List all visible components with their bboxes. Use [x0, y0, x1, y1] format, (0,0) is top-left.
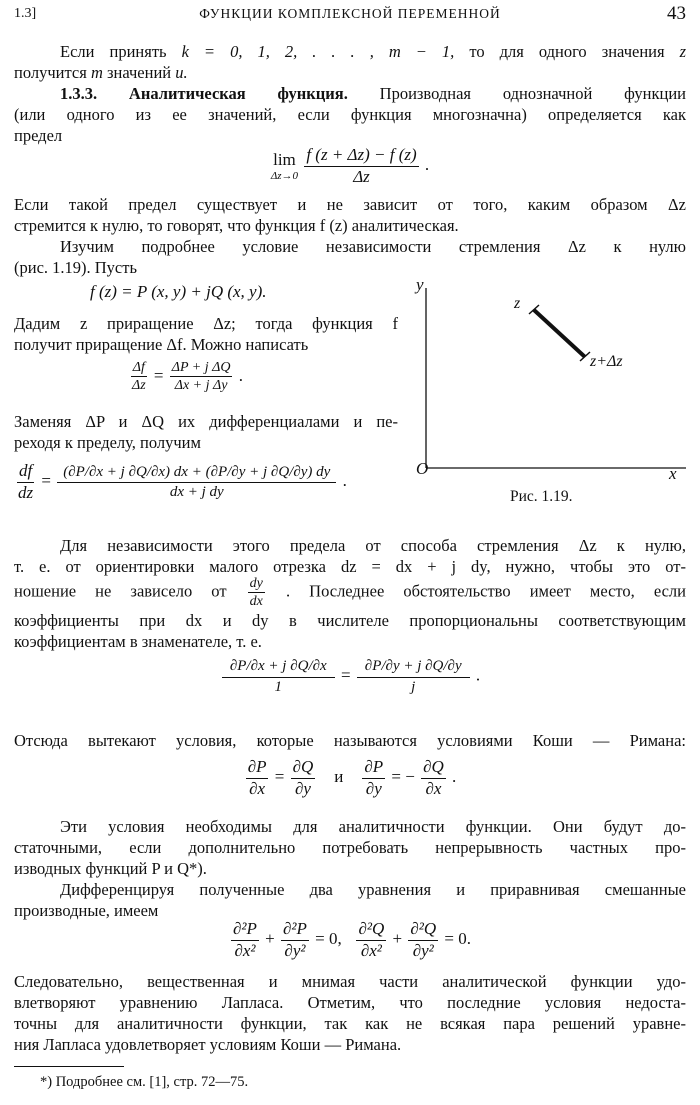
section-ref: 1.3] [14, 6, 37, 21]
p4-line1: Заменяя ΔP и ΔQ их дифференциалами и пе- [14, 412, 398, 431]
p7-line3: изводных функций P и Q*). [14, 859, 207, 878]
equation-cauchy-riemann: $\frac{\partial P}{\partial x}$ = $\frac{\partial Q}{\partial y}$ и $\frac{\partial P}{\partial y}$ = − $\frac{\partial Q}{\partial x}$ . [247, 757, 457, 798]
origin-label: O [416, 459, 429, 478]
figure-caption: Рис. 1.19. [510, 488, 573, 505]
p4-line2: реходя к пределу, получим [14, 433, 201, 452]
axis-y-label: y [416, 276, 424, 294]
p2-line2: стремится к нулю, то говорят, что функция f (z) аналитическая. [14, 216, 459, 235]
footnote-rule [14, 1066, 124, 1067]
p2-line3: Изучим подробнее условие независимости стремления Δz к нулю [60, 237, 686, 256]
p1-line1: Если принять k = 0, 1, 2, . . . , m − 1, то для одного значения z [60, 42, 687, 61]
equation-laplace: $\frac{\text{∂²P}}{\text{∂x²}}$ + $\frac{\text{∂²P}}{\text{∂y²}}$ = 0, $\frac{\text{∂²Q}}{\text{∂x²}}$ + $\frac{\text{∂²Q}}{\text{∂y²}}$ = 0. [233, 919, 471, 960]
footnote: *) Подробнее см. [1], стр. 72—75. [40, 1074, 249, 1090]
start-point-label: z [514, 295, 521, 312]
p3-line2: получит приращение Δf. Можно написать [14, 335, 309, 354]
section-line3: предел [14, 126, 63, 145]
p5-line3: ношение не зависело от $\frac{dy}{dx}$ . Последнее обстоятельство имеет место, если [14, 576, 686, 610]
p7-line2: статочными, если дополнительно потребовать непрерывность частных про- [14, 838, 686, 857]
p8-line1: Дифференцируя полученные два уравнения и приравнивая смешанные [60, 880, 686, 899]
end-point-label: z+Δz [590, 353, 623, 370]
figure-1-19 [396, 276, 690, 486]
equation-limit: lim Δz→0 $\frac{f (z + \Delta z) - f (z)}{\Delta z}$ . [270, 145, 430, 186]
p9-line3: точны для аналитичности функции, так как не всякая пара решений уравне- [14, 1014, 686, 1033]
p2-line1: Если такой предел существует и не зависит от того, каким образом Δz [14, 195, 686, 214]
p9-line1: Следовательно, вещественная и мнимая части аналитической функции удо- [14, 972, 686, 991]
page-number: 43 [667, 3, 686, 24]
dz-segment [534, 310, 585, 357]
p6: Отсюда вытекают условия, которые называются условиями Коши — Римана: [14, 731, 686, 750]
axis-x-label: x [669, 464, 677, 483]
p1-line2: получится m значений u. [14, 63, 188, 82]
section-heading: 1.3.3. Аналитическая функция. Производная однозначной функции [60, 84, 686, 103]
p5-line1: Для независимости этого предела от способа стремления Δz к нулю, [60, 536, 686, 555]
p5-line5: коэффициентам в знаменателе, т. е. [14, 632, 262, 651]
equation-proportion: $\frac{\partial P/\partial x + j \partial Q/\partial x}{1}$ = $\frac{\partial P/\partial y + j \partial Q/\partial y}{j}$ . [0, 658, 700, 695]
p5-line4: коэффициенты при dx и dy в числителе пропорциональны соответствующим [14, 611, 686, 630]
equation-f: f (z) = P (x, y) + jQ (x, y). [90, 282, 267, 301]
p3-line1: Дадим z приращение Δz; тогда функция f [14, 314, 398, 333]
p9-line4: ния Лапласа удовлетворяет условиям Коши — Римана. [14, 1035, 402, 1054]
p5-line2: т. е. от ориентировки малого отрезка dz = dx + j dy, нужно, чтобы это от- [14, 557, 686, 576]
p2-line4: (рис. 1.19). Пусть [14, 258, 137, 277]
p7-line1: Эти условия необходимы для аналитичности функции. Они будут до- [60, 817, 686, 836]
section-line2: (или одного из ее значений, если функция многозначна) определяется как [14, 105, 686, 124]
p9-line2: влетворяют уравнению Лапласа. Отметим, что последние условия недоста- [14, 993, 686, 1012]
equation-ratio: $\frac{\Delta f}{\Delta z}$ = $\frac{\text{ΔP + j ΔQ}}{\text{Δx + j Δy}}$ . [132, 360, 243, 394]
running-title: ФУНКЦИИ КОМПЛЕКСНОЙ ПЕРЕМЕННОЙ [199, 6, 501, 21]
equation-df: $\frac{df}{dz}$ = $\frac{(\partial P/\partial x + j \partial Q/\partial x) dx + (\partial P/\partial y + j \partial Q/\partial y) dy}{\text{dx + j dy}}$ . [18, 461, 347, 502]
p8-line2: производные, имеем [14, 901, 159, 920]
section-title: 1.3.3. Аналитическая функция. [60, 84, 348, 103]
